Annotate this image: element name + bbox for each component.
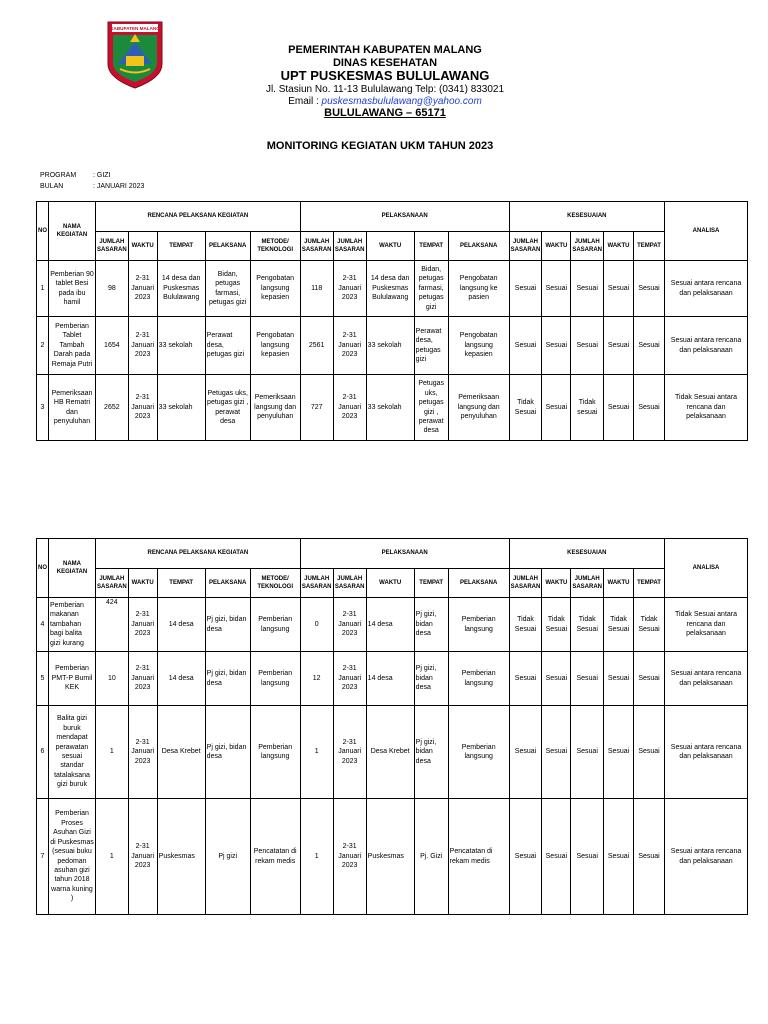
col-waktu: WAKTU	[366, 569, 414, 598]
col-waktu: WAKTU	[366, 232, 414, 261]
cell-pelaksanaan-waktu: 33 sekolah	[366, 317, 414, 375]
cell-pelaksanaan-tempat: Pj gizi, bidan desa	[414, 706, 448, 799]
cell-kesesuaian-jumlah-2: Sesuai	[571, 652, 604, 706]
cell-pelaksanaan-jumlah: 0	[300, 598, 333, 652]
col-tempat: TEMPAT	[634, 232, 665, 261]
cell-pelaksanaan-waktu: Puskesmas	[366, 799, 414, 915]
cell-rencana-jumlah: 10	[96, 652, 129, 706]
bulan-value: : JANUARI 2023	[93, 183, 145, 190]
cell-kesesuaian-jumlah: Sesuai	[509, 317, 542, 375]
cell-kesesuaian-jumlah-2: Sesuai	[571, 317, 604, 375]
col-waktu: WAKTU	[542, 569, 571, 598]
cell-kesesuaian-jumlah: Sesuai	[509, 799, 542, 915]
cell-rencana-pelaksana: Petugas uks, petugas gizi , perawat desa	[205, 375, 250, 441]
cell-rencana-pelaksana: Pj gizi, bidan desa	[205, 706, 250, 799]
cell-no: 6	[37, 706, 49, 799]
col-analisa: ANALISA	[665, 539, 748, 598]
cell-kesesuaian-tempat: Sesuai	[634, 261, 665, 317]
cell-kesesuaian-tempat: Sesuai	[634, 652, 665, 706]
table-row	[37, 799, 748, 915]
cell-pelaksanaan-pelaksana: Pemeriksaan langsung dan penyuluhan	[448, 375, 509, 441]
cell-nama: Pemberian 90 tablet Besi pada ibu hamil	[49, 261, 96, 317]
col-jumlah-sasaran: JUMLAH SASARAN	[509, 232, 542, 261]
cell-rencana-tempat: Desa Krebet	[157, 706, 205, 799]
cell-rencana-pelaksana: Pj gizi	[205, 799, 250, 915]
col-tempat: TEMPAT	[414, 232, 448, 261]
cell-rencana-pelaksana: Bidan, petugas farmasi, petugas gizi	[205, 261, 250, 317]
col-waktu: WAKTU	[128, 232, 157, 261]
cell-kesesuaian-waktu-2: Sesuai	[604, 375, 634, 441]
letterhead	[200, 44, 570, 120]
table-row	[37, 598, 748, 652]
cell-pelaksanaan-jumlah-2: 2-31 Januari 2023	[333, 706, 366, 799]
cell-nama: Pemberian Proses Asuhan Gizi di Puskesmas (sesuai buku pedoman asuhan gizi tahun 2018 warna kuning )	[49, 799, 96, 915]
col-metode: METODE/ TEKNOLOGI	[250, 569, 300, 598]
cell-pelaksanaan-waktu: 14 desa dan Puskesmas Bululawang	[366, 261, 414, 317]
postal-line: BULULAWANG – 65171	[324, 107, 446, 120]
email-line	[200, 96, 570, 108]
cell-rencana-waktu: 2-31 Januari 2023	[128, 799, 157, 915]
cell-nama: Pemberian Tablet Tambah Darah pada Remaja Putri	[49, 317, 96, 375]
cell-pelaksanaan-jumlah: 1	[300, 799, 333, 915]
cell-pelaksanaan-waktu: 14 desa	[366, 652, 414, 706]
cell-nama: Pemeriksaan HB Rematri dan penyuluhan	[49, 375, 96, 441]
col-jumlah-sasaran: JUMLAH SASARAN	[300, 569, 333, 598]
cell-analisa: Sesuai antara rencana dan pelaksanaan	[665, 652, 748, 706]
cell-pelaksanaan-jumlah: 2561	[300, 317, 333, 375]
cell-rencana-jumlah: 424	[96, 598, 129, 652]
col-jumlah-sasaran: JUMLAH SASARAN	[96, 569, 129, 598]
cell-kesesuaian-waktu: Sesuai	[542, 652, 571, 706]
cell-pelaksanaan-jumlah: 727	[300, 375, 333, 441]
cell-pelaksanaan-pelaksana: Pengobatan langsung kepasien	[448, 317, 509, 375]
col-nama-kegiatan: NAMA KEGIATAN	[49, 539, 96, 598]
cell-kesesuaian-jumlah-2: Sesuai	[571, 706, 604, 799]
cell-analisa: Sesuai antara rencana dan pelaksanaan	[665, 799, 748, 915]
cell-kesesuaian-tempat: Tidak Sesuai	[634, 598, 665, 652]
cell-kesesuaian-jumlah-2: Sesuai	[571, 261, 604, 317]
cell-rencana-metode: Pengobatan langsung kepasien	[250, 317, 300, 375]
cell-kesesuaian-jumlah: Sesuai	[509, 706, 542, 799]
cell-pelaksanaan-waktu: Desa Krebet	[366, 706, 414, 799]
cell-pelaksanaan-jumlah: 12	[300, 652, 333, 706]
bulan-label: BULAN	[40, 183, 64, 190]
cell-rencana-waktu: 2-31 Januari 2023	[128, 375, 157, 441]
cell-kesesuaian-waktu: Sesuai	[542, 706, 571, 799]
col-waktu: WAKTU	[604, 232, 634, 261]
cell-kesesuaian-waktu-2: Sesuai	[604, 652, 634, 706]
cell-kesesuaian-jumlah: Sesuai	[509, 261, 542, 317]
table-row	[37, 375, 748, 441]
cell-nama: Pemberian PMT-P Bumil KEK	[49, 652, 96, 706]
col-jumlah-sasaran: JUMLAH SASARAN	[300, 232, 333, 261]
cell-pelaksanaan-tempat: Pj gizi, bidan desa	[414, 598, 448, 652]
table-row	[37, 261, 748, 317]
cell-rencana-tempat: 14 desa	[157, 598, 205, 652]
cell-pelaksanaan-tempat: Pj. Gizi	[414, 799, 448, 915]
cell-pelaksanaan-waktu: 33 sekolah	[366, 375, 414, 441]
kabupaten-malang-emblem	[104, 20, 166, 90]
cell-analisa: Tidak Sesuai antara rencana dan pelaksanaan	[665, 598, 748, 652]
cell-rencana-jumlah: 98	[96, 261, 129, 317]
table-row	[37, 706, 748, 799]
cell-kesesuaian-waktu: Sesuai	[542, 375, 571, 441]
cell-analisa: Tidak Sesuai antara rencana dan pelaksanaan	[665, 375, 748, 441]
cell-pelaksanaan-tempat: Bidan, petugas farmasi, petugas gizi	[414, 261, 448, 317]
cell-rencana-metode: Pengobatan langsung kepasien	[250, 261, 300, 317]
cell-rencana-metode: Pencatatan di rekam medis	[250, 799, 300, 915]
cell-no: 4	[37, 598, 49, 652]
cell-rencana-pelaksana: Pj gizi, bidan desa	[205, 598, 250, 652]
col-tempat: TEMPAT	[414, 569, 448, 598]
cell-pelaksanaan-tempat: Perawat desa, petugas gizi	[414, 317, 448, 375]
logo-text: KABUPATEN MALANG	[110, 26, 160, 31]
cell-pelaksanaan-tempat: Pj gizi, bidan desa	[414, 652, 448, 706]
monitoring-table-1	[36, 201, 748, 441]
cell-pelaksanaan-waktu: 14 desa	[366, 598, 414, 652]
cell-kesesuaian-waktu-2: Sesuai	[604, 799, 634, 915]
cell-kesesuaian-tempat: Sesuai	[634, 799, 665, 915]
col-waktu: WAKTU	[604, 569, 634, 598]
col-pelaksana: PELAKSANA	[205, 232, 250, 261]
cell-kesesuaian-jumlah: Tidak Sesuai	[509, 375, 542, 441]
cell-rencana-tempat: 14 desa dan Puskesmas Bululawang	[157, 261, 205, 317]
col-group-rencana: RENCANA PELAKSANA KEGIATAN	[96, 539, 301, 569]
email-label: Email :	[288, 95, 322, 107]
cell-pelaksanaan-jumlah: 118	[300, 261, 333, 317]
institution-name: UPT PUSKESMAS BULULAWANG	[280, 68, 490, 84]
email-link[interactable]: puskesmasbululawang@yahoo.com	[321, 95, 482, 107]
cell-pelaksanaan-pelaksana: Pemberian langsung	[448, 652, 509, 706]
cell-pelaksanaan-pelaksana: Pemberian langsung	[448, 598, 509, 652]
cell-analisa: Sesuai antara rencana dan pelaksanaan	[665, 706, 748, 799]
program-label: PROGRAM	[40, 172, 77, 179]
cell-kesesuaian-tempat: Sesuai	[634, 375, 665, 441]
table-row	[37, 652, 748, 706]
cell-rencana-tempat: Puskesmas	[157, 799, 205, 915]
cell-pelaksanaan-jumlah-2: 2-31 Januari 2023	[333, 375, 366, 441]
cell-pelaksanaan-jumlah-2: 2-31 Januari 2023	[333, 261, 366, 317]
cell-pelaksanaan-pelaksana: Pemberian langsung	[448, 706, 509, 799]
col-pelaksana: PELAKSANA	[205, 569, 250, 598]
cell-rencana-jumlah: 2652	[96, 375, 129, 441]
cell-rencana-metode: Pemberian langsung	[250, 652, 300, 706]
col-jumlah-sasaran: JUMLAH SASARAN	[509, 569, 542, 598]
cell-pelaksanaan-jumlah-2: 2-31 Januari 2023	[333, 652, 366, 706]
program-meta	[40, 170, 144, 192]
cell-rencana-metode: Pemberian langsung	[250, 706, 300, 799]
address: Jl. Stasiun No. 11-13 Bululawang Telp: (0341) 833021	[265, 84, 505, 96]
cell-rencana-metode: Pemberian langsung	[250, 598, 300, 652]
col-tempat: TEMPAT	[634, 569, 665, 598]
cell-no: 7	[37, 799, 49, 915]
department-name: DINAS KESEHATAN	[332, 56, 438, 69]
col-jumlah-sasaran: JUMLAH SASARAN	[333, 232, 366, 261]
government-name: PEMERINTAH KABUPATEN MALANG	[288, 44, 482, 56]
document-title: MONITORING KEGIATAN UKM TAHUN 2023	[266, 140, 494, 152]
col-metode: METODE/ TEKNOLOGI	[250, 232, 300, 261]
col-jumlah-sasaran: JUMLAH SASARAN	[571, 232, 604, 261]
col-jumlah-sasaran: JUMLAH SASARAN	[571, 569, 604, 598]
cell-no: 3	[37, 375, 49, 441]
cell-rencana-tempat: 33 sekolah	[157, 375, 205, 441]
col-waktu: WAKTU	[542, 232, 571, 261]
monitoring-table-2	[36, 538, 748, 915]
cell-no: 1	[37, 261, 49, 317]
col-no: NO	[37, 202, 49, 261]
col-jumlah-sasaran: JUMLAH SASARAN	[96, 232, 129, 261]
cell-kesesuaian-jumlah: Tidak Sesuai	[509, 598, 542, 652]
cell-kesesuaian-jumlah-2: Tidak sesuai	[571, 375, 604, 441]
col-group-kesesuaian: KESESUAIAN	[509, 539, 664, 569]
cell-kesesuaian-tempat: Sesuai	[634, 706, 665, 799]
cell-kesesuaian-waktu-2: Sesuai	[604, 261, 634, 317]
cell-kesesuaian-waktu-2: Tidak Sesuai	[604, 598, 634, 652]
cell-rencana-jumlah: 1654	[96, 317, 129, 375]
cell-rencana-waktu: 2-31 Januari 2023	[128, 652, 157, 706]
cell-rencana-waktu: 2-31 Januari 2023	[128, 317, 157, 375]
col-analisa: ANALISA	[665, 202, 748, 261]
cell-rencana-jumlah: 1	[96, 706, 129, 799]
cell-rencana-tempat: 14 desa	[157, 652, 205, 706]
col-pelaksana: PELAKSANA	[448, 569, 509, 598]
col-waktu: WAKTU	[128, 569, 157, 598]
cell-kesesuaian-waktu: Tidak Sesuai	[542, 598, 571, 652]
cell-rencana-waktu: 2-31 Januari 2023	[128, 706, 157, 799]
cell-no: 5	[37, 652, 49, 706]
cell-kesesuaian-waktu: Sesuai	[542, 261, 571, 317]
cell-nama: Pemberian makanan tambahan bagi balita gizi kurang	[49, 598, 96, 652]
col-jumlah-sasaran: JUMLAH SASARAN	[333, 569, 366, 598]
cell-pelaksanaan-jumlah-2: 2-31 Januari 2023	[333, 598, 366, 652]
cell-kesesuaian-tempat: Sesuai	[634, 317, 665, 375]
cell-kesesuaian-waktu-2: Sesuai	[604, 317, 634, 375]
cell-kesesuaian-waktu-2: Sesuai	[604, 706, 634, 799]
cell-rencana-metode: Pemeriksaan langsung dan penyuluhan	[250, 375, 300, 441]
cell-kesesuaian-jumlah: Sesuai	[509, 652, 542, 706]
col-no: NO	[37, 539, 49, 598]
cell-pelaksanaan-jumlah-2: 2-31 Januari 2023	[333, 317, 366, 375]
cell-kesesuaian-waktu: Sesuai	[542, 317, 571, 375]
cell-rencana-jumlah: 1	[96, 799, 129, 915]
cell-pelaksanaan-pelaksana: Pencatatan di rekam medis	[448, 799, 509, 915]
table-row	[37, 317, 748, 375]
cell-pelaksanaan-jumlah: 1	[300, 706, 333, 799]
cell-pelaksanaan-jumlah-2: 2-31 Januari 2023	[333, 799, 366, 915]
cell-rencana-pelaksana: Pj gizi, bidan desa	[205, 652, 250, 706]
cell-rencana-pelaksana: Perawat desa, petugas gizi	[205, 317, 250, 375]
col-tempat: TEMPAT	[157, 232, 205, 261]
cell-analisa: Sesuai antara rencana dan pelaksanaan	[665, 261, 748, 317]
col-pelaksana: PELAKSANA	[448, 232, 509, 261]
cell-pelaksanaan-tempat: Petugas uks, petugas gizi , perawat desa	[414, 375, 448, 441]
col-group-kesesuaian: KESESUAIAN	[509, 202, 664, 232]
cell-nama: Balita gizi buruk mendapat perawatan sesuai standar tatalaksana gizi buruk	[49, 706, 96, 799]
cell-analisa: Sesuai antara rencana dan pelaksanaan	[665, 317, 748, 375]
cell-pelaksanaan-pelaksana: Pengobatan langsung ke pasien	[448, 261, 509, 317]
cell-rencana-waktu: 2-31 Januari 2023	[128, 261, 157, 317]
cell-kesesuaian-jumlah-2: Tidak Sesuai	[571, 598, 604, 652]
col-group-rencana: RENCANA PELAKSANA KEGIATAN	[96, 202, 301, 232]
col-group-pelaksanaan: PELAKSANAAN	[300, 202, 509, 232]
cell-kesesuaian-waktu: Sesuai	[542, 799, 571, 915]
cell-rencana-waktu: 2-31 Januari 2023	[128, 598, 157, 652]
cell-no: 2	[37, 317, 49, 375]
col-group-pelaksanaan: PELAKSANAAN	[300, 539, 509, 569]
col-tempat: TEMPAT	[157, 569, 205, 598]
col-nama-kegiatan: NAMA KEGIATAN	[49, 202, 96, 261]
cell-kesesuaian-jumlah-2: Sesuai	[571, 799, 604, 915]
program-value: : GIZI	[93, 172, 111, 179]
cell-rencana-tempat: 33 sekolah	[157, 317, 205, 375]
